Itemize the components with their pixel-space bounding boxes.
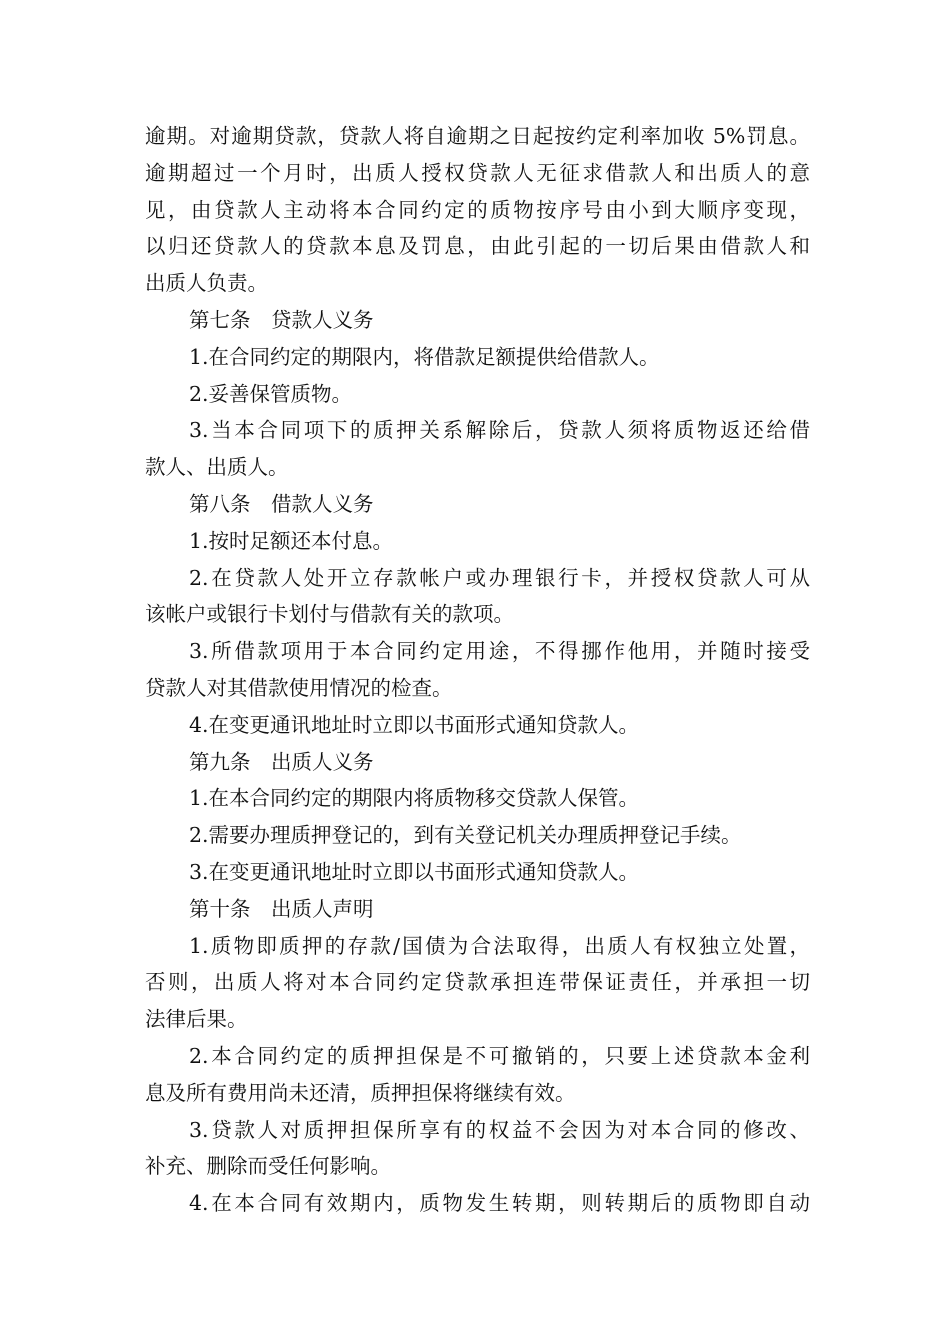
text-line: 出质人负责。 xyxy=(145,271,268,296)
text-line: 逾期。对逾期贷款，贷款人将自逾期之日起按约定利率加收 5%罚息。 xyxy=(145,124,810,148)
text-line: 4.在变更通讯地址时立即以书面形式通知贷款人。 xyxy=(189,712,640,737)
text-line: 3.在变更通讯地址时立即以书面形式通知贷款人。 xyxy=(189,859,640,884)
text-line: 第九条 出质人义务 xyxy=(189,749,374,774)
text-line: 3.所借款项用于本合同约定用途，不得挪作他用，并随时接受 xyxy=(189,639,810,664)
text-line: 逾期超过一个月时，出质人授权贷款人无征求借款人和出质人的意 xyxy=(145,160,810,185)
text-line: 2.本合同约定的质押担保是不可撤销的，只要上述贷款本金利 xyxy=(189,1043,810,1068)
text-line: 款人、出质人。 xyxy=(145,455,289,480)
text-line: 补充、删除而受任何影响。 xyxy=(145,1154,391,1179)
text-line: 1.在本合同约定的期限内将质物移交贷款人保管。 xyxy=(189,786,640,811)
text-line: 3.贷款人对质押担保所享有的权益不会因为对本合同的修改、 xyxy=(189,1117,810,1142)
text-line: 息及所有费用尚未还清，质押担保将继续有效。 xyxy=(145,1080,576,1105)
text-line: 贷款人对其借款使用情况的检查。 xyxy=(145,675,453,700)
text-line: 2.在贷款人处开立存款帐户或办理银行卡，并授权贷款人可从 xyxy=(189,565,810,590)
text-line: 该帐户或银行卡划付与借款有关的款项。 xyxy=(145,602,514,627)
text-line: 1.质物即质押的存款/国债为合法取得，出质人有权独立处置， xyxy=(189,933,810,958)
text-line: 第十条 出质人声明 xyxy=(189,896,374,921)
text-line: 见，由贷款人主动将本合同约定的质物按序号由小到大顺序变现， xyxy=(145,197,810,222)
text-line: 2.需要办理质押登记的，到有关登记机关办理质押登记手续。 xyxy=(189,823,742,848)
text-line: 1.按时足额还本付息。 xyxy=(189,528,394,553)
text-line: 4.在本合同有效期内，质物发生转期，则转期后的质物即自动 xyxy=(189,1191,810,1216)
text-line: 3.当本合同项下的质押关系解除后，贷款人须将质物返还给借 xyxy=(189,418,810,443)
text-line: 第八条 借款人义务 xyxy=(189,491,374,516)
text-line: 否则，出质人将对本合同约定贷款承担连带保证责任，并承担一切 xyxy=(145,970,810,995)
text-line: 1.在合同约定的期限内，将借款足额提供给借款人。 xyxy=(189,344,660,369)
text-line: 法律后果。 xyxy=(145,1007,248,1032)
text-line: 以归还贷款人的贷款本息及罚息，由此引起的一切后果由借款人和 xyxy=(145,234,810,259)
text-line: 2.妥善保管质物。 xyxy=(189,381,353,406)
document-body xyxy=(145,118,810,1222)
text-line: 第七条 贷款人义务 xyxy=(189,307,374,332)
